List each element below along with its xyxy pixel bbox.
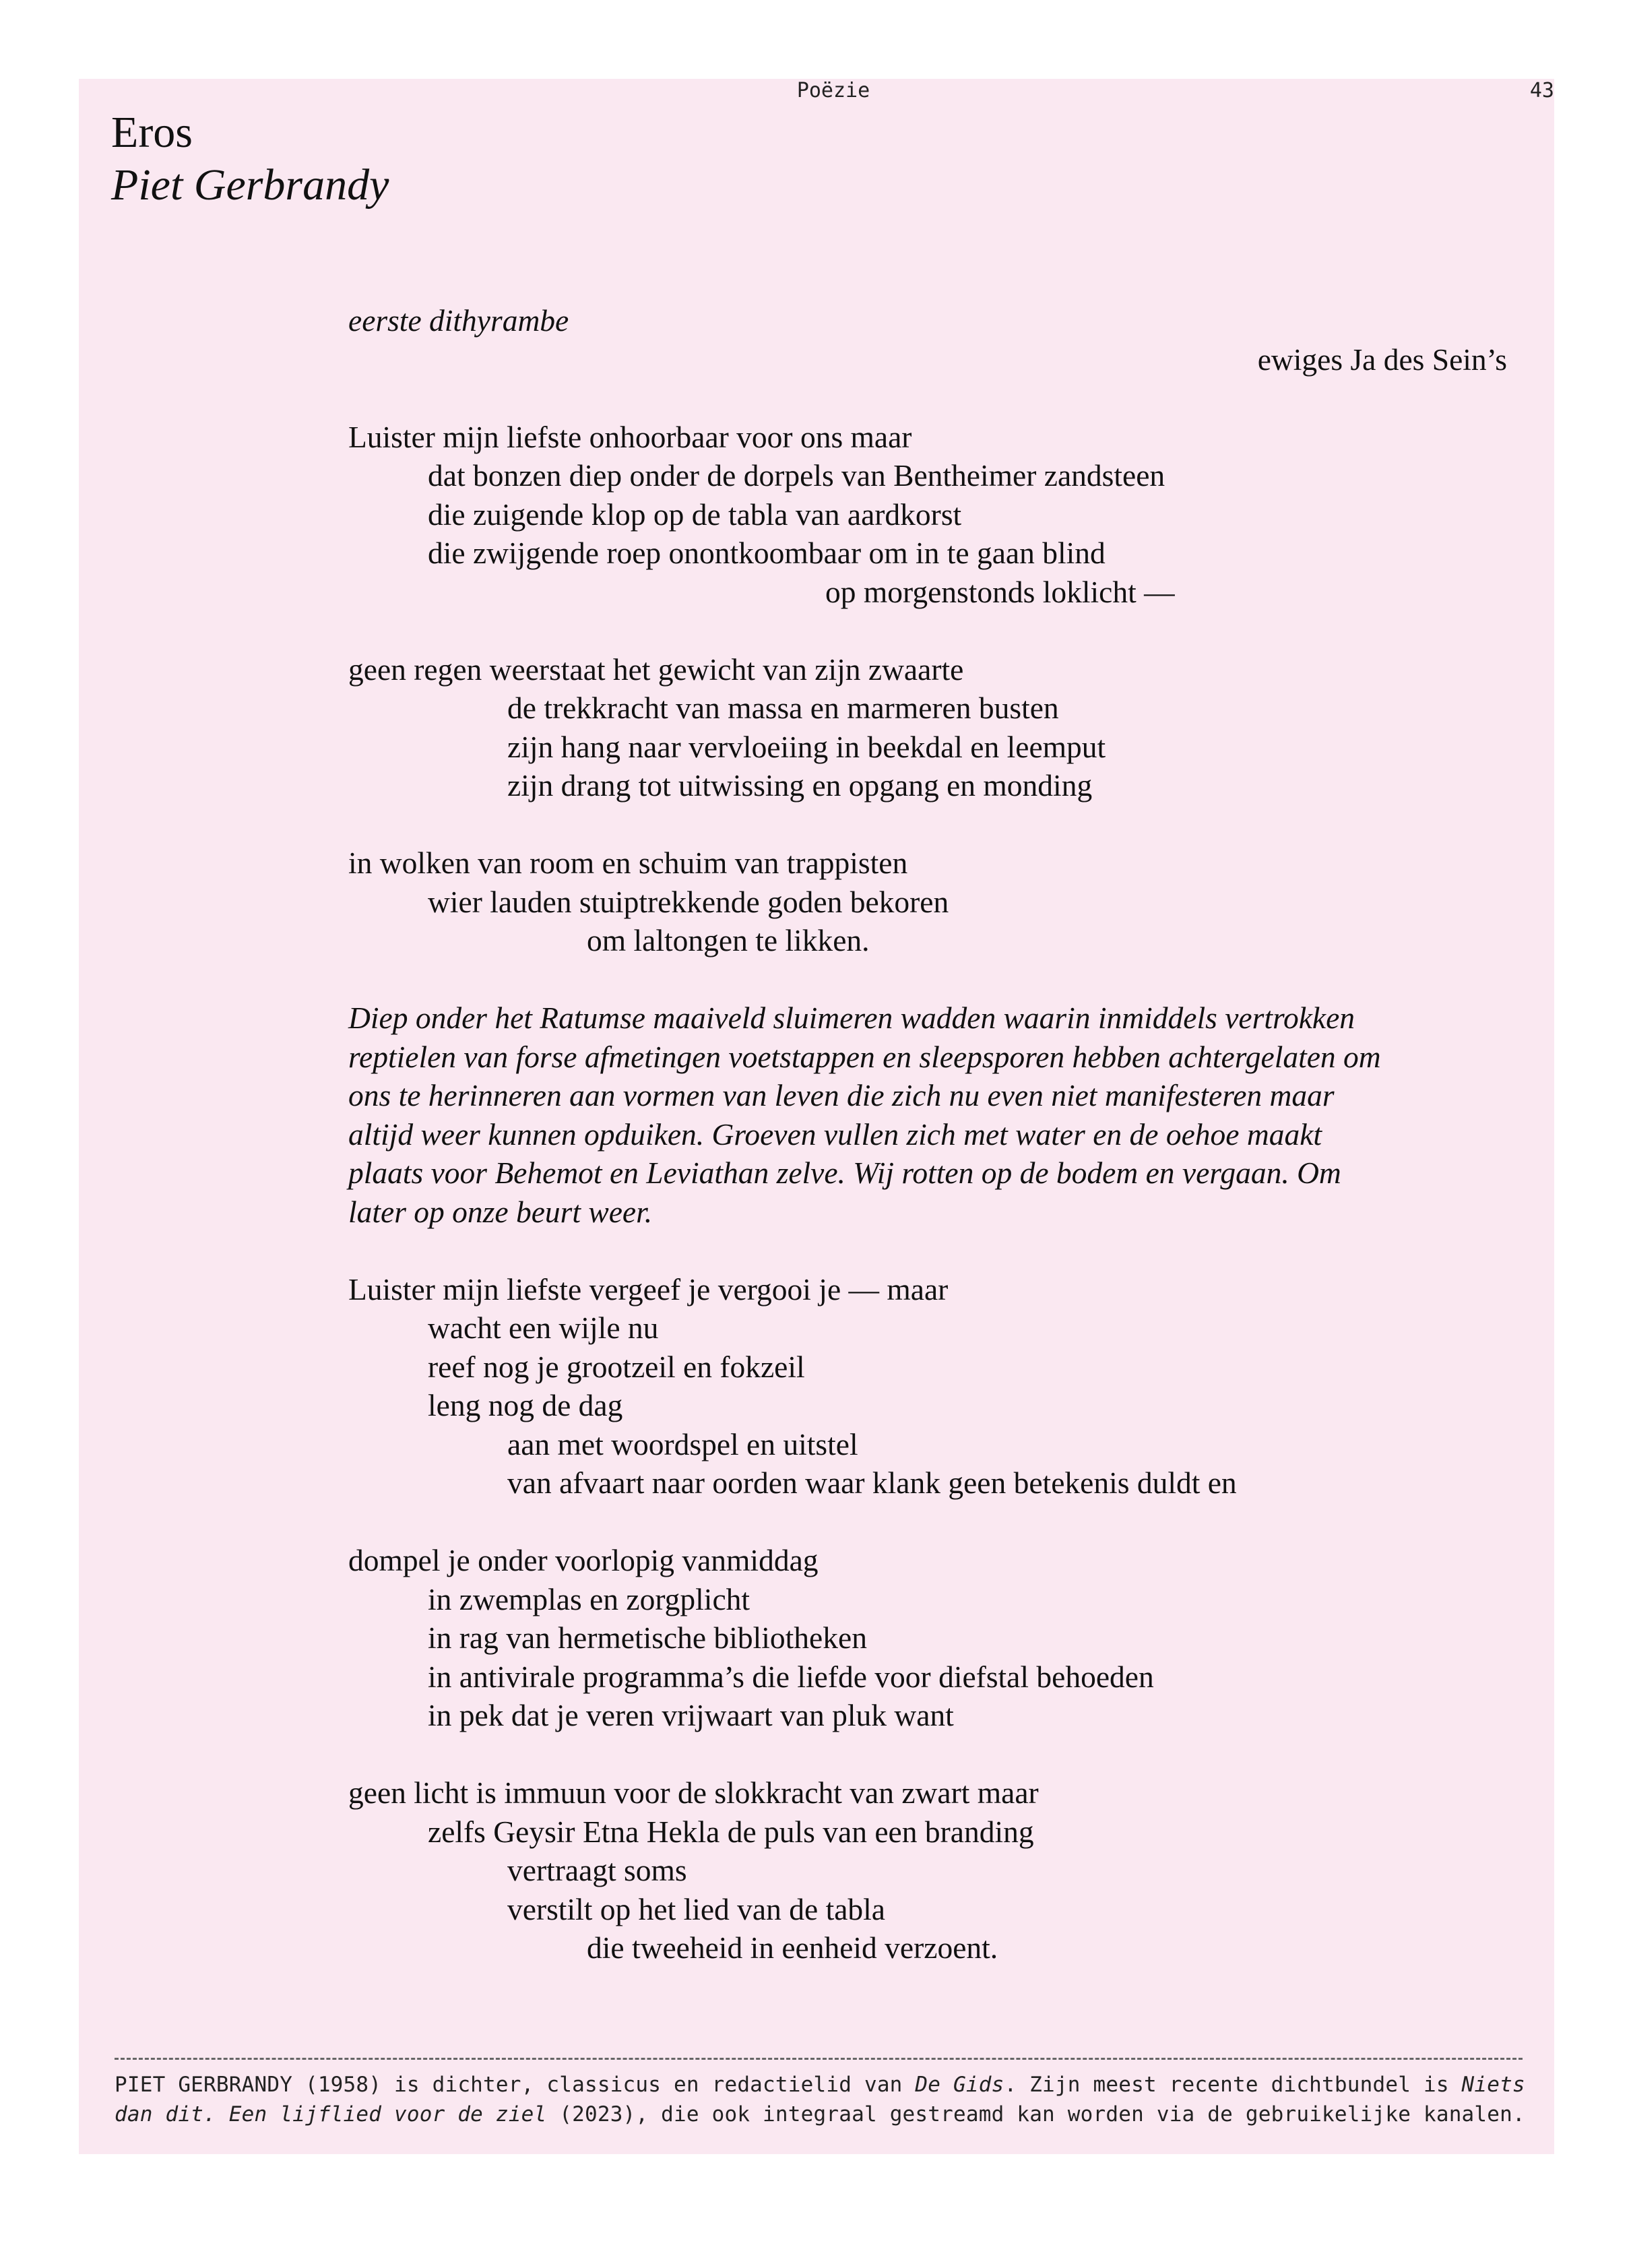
poem-line: verstilt op het lied van de tabla	[507, 1891, 885, 1926]
poem-line: zelfs Geysir Etna Hekla de puls van een branding	[428, 1814, 1034, 1849]
footnote-text: PIET GERBRANDY (1958) is dichter, classicus en redactielid van	[115, 2073, 916, 2097]
poem-line: op morgenstonds loklicht —	[825, 574, 1175, 609]
poem-line: wacht een wijle nu	[428, 1311, 659, 1345]
book-title: Niets dan dit. Een lijflied voor de ziel	[115, 2073, 1525, 2127]
prose-line: altijd weer kunnen opduiken. Groeven vullen zich met water en de oehoe maakt	[348, 1116, 1322, 1152]
stanza-6	[348, 1773, 1507, 1967]
section-label: Poëzie	[796, 79, 870, 102]
prose-line: Diep onder het Ratumse maaiveld sluimeren wadden waarin inmiddels vertrokken	[348, 1001, 1355, 1035]
poem-line: in wolken van room en schuim van trappisten	[348, 846, 908, 880]
poem-line: in zwemplas en zorgplicht	[428, 1581, 750, 1616]
poem-epigraph: ewiges Ja des Sein’s	[1257, 342, 1507, 377]
stanza-4	[348, 1270, 1507, 1503]
footnote-text: (2023), die ook integraal gestreamd kan worden via de gebruikelijke kanalen.	[546, 2102, 1525, 2127]
poem-body	[348, 301, 1507, 1967]
poem-line: in antivirale programma’s die liefde voor diefstal behoeden	[428, 1659, 1154, 1694]
stanza-2	[348, 650, 1507, 805]
author-bio-footnote	[115, 2070, 1536, 2129]
prose-line: later op onze beurt weer.	[348, 1194, 653, 1229]
poem-line: de trekkracht van massa en marmeren busten	[507, 691, 1059, 725]
poem-line: leng nog de dag	[428, 1388, 623, 1422]
poem-line: wier lauden stuiptrekkende goden bekoren	[428, 884, 949, 919]
poem-line: geen licht is immuun voor de slokkracht van zwart maar	[348, 1775, 1039, 1810]
poem-title: Eros	[111, 108, 193, 157]
prose-paragraph	[348, 999, 1507, 1231]
poem-subtitle: eerste dithyrambe	[348, 303, 569, 338]
page-number: 43	[1529, 79, 1554, 102]
poem-line: zijn hang naar vervloeiing in beekdal en leemput	[507, 729, 1106, 764]
journal-title: De Gids	[915, 2073, 1004, 2097]
page	[79, 79, 1554, 2154]
poem-line: in pek dat je veren vrijwaart van pluk want	[428, 1698, 954, 1732]
poem-line: Luister mijn liefste vergeef je vergooi je — maar	[348, 1271, 949, 1306]
poem-line: reef nog je grootzeil en fokzeil	[428, 1349, 805, 1384]
prose-line: plaats voor Behemot en Leviathan zelve. Wij rotten op de bodem en vergaan. Om	[348, 1156, 1341, 1190]
poem-line: vertraagt soms	[507, 1853, 687, 1887]
poem-line: aan met woordspel en uitstel	[507, 1426, 858, 1461]
poem-line: Luister mijn liefste onhoorbaar voor ons maar	[348, 419, 912, 454]
stanza-5	[348, 1541, 1507, 1735]
poem-line: dompel je onder voorlopig vanmiddag	[348, 1543, 819, 1577]
poem-line: die tweeheid in eenheid verzoent.	[587, 1930, 998, 1965]
prose-line: ons te herinneren aan vormen van leven die zich nu even niet manifesteren maar	[348, 1078, 1335, 1112]
poem-line: die zwijgende roep onontkoombaar om in te gaan blind	[428, 536, 1106, 570]
poem-line: dat bonzen diep onder de dorpels van Bentheimer zandsteen	[428, 458, 1165, 493]
stanza-3	[348, 844, 1507, 960]
stanza-1	[348, 418, 1507, 612]
footnote-text: . Zijn meest recente dichtbundel is	[1004, 2073, 1462, 2097]
prose-line: reptielen van forse afmetingen voetstappen en sleepsporen hebben achtergelaten om	[348, 1039, 1381, 1074]
poem-line: die zuigende klop op de tabla van aardkorst	[428, 497, 962, 532]
footnote-divider	[115, 2058, 1523, 2060]
poem-line: van afvaart naar oorden waar klank geen betekenis duldt en	[507, 1466, 1237, 1500]
poem-line: zijn drang tot uitwissing en opgang en monding	[507, 768, 1093, 802]
poem-line: geen regen weerstaat het gewicht van zijn zwaarte	[348, 652, 964, 687]
poem-author: Piet Gerbrandy	[111, 160, 389, 210]
poem-line: om laltongen te likken.	[587, 923, 870, 957]
poem-line: in rag van hermetische bibliotheken	[428, 1620, 867, 1655]
